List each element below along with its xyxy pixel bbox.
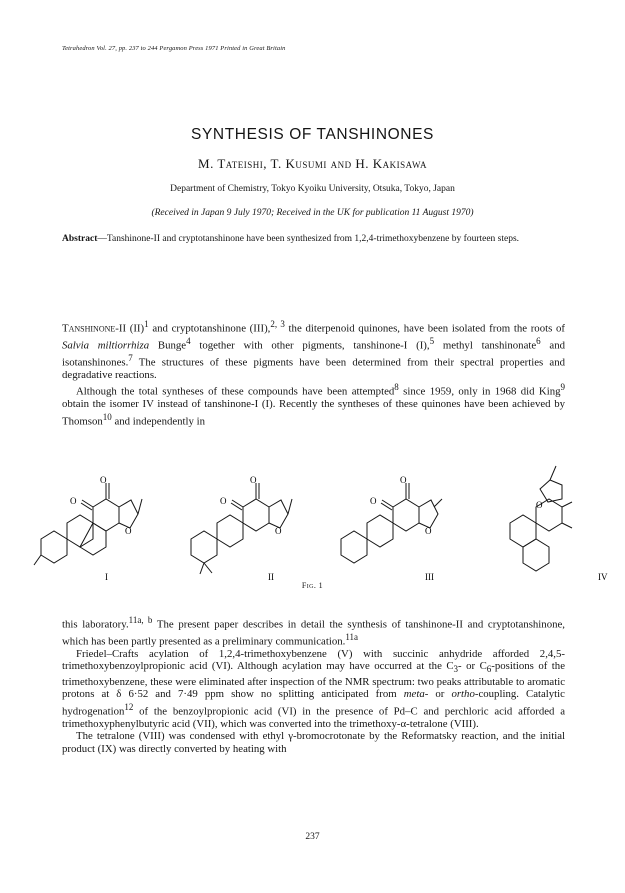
- label-I: I: [105, 572, 108, 582]
- affiliation: Department of Chemistry, Tokyo Kyoiku University, Otsuka, Tokyo, Japan: [170, 184, 455, 194]
- paragraph-1: Tanshinone-II (II)$^1$ and cryptotanshinone (III),$^{2, 3}$ the diterpenoid quinones, have been isolated from the roots of Salvia miltiorrhiza Bunge$^4$ together with other pigments, tanshinone-I (I),$^5$ methyl tanshinonate$^6$ and isotanshinones.$^7$ The structures of these pigments have been determined from their spectral properties and degradative reactions.: [62, 319, 565, 381]
- abstract: [62, 233, 567, 246]
- structure-IV: [510, 466, 608, 582]
- figure-caption: Fig. 1: [301, 581, 324, 590]
- paragraph-5: The tetralone (VIII) was condensed with ethyl γ-bromocrotonate by the Reformatsky reaction, and the initial product (IX) was directly converted by heating with: [62, 730, 565, 755]
- atom-o: O: [125, 526, 132, 536]
- structure-III: [341, 475, 442, 582]
- atom-o: O: [70, 496, 77, 506]
- label-II: II: [268, 572, 274, 582]
- page-number: 237: [305, 832, 320, 842]
- received-dates: (Received in Japan 9 July 1970; Received in the UK for publication 11 August 1970): [151, 208, 474, 218]
- atom-o: O: [536, 500, 543, 510]
- atom-o: O: [275, 526, 282, 536]
- atom-o: O: [100, 475, 107, 485]
- body-text-top: [62, 318, 565, 428]
- chemical-structures-svg: [30, 452, 625, 582]
- authors: M. Tateishi, T. Kusumi and H. Kakisawa: [198, 156, 427, 171]
- body-text-bottom: [62, 614, 565, 755]
- paragraph-2: Although the total syntheses of these compounds have been attempted$^8$ since 1959, only in 1968 did King$^9$ obtain the isomer IV instead of tanshinone-I (I). Recently the syntheses of these quinones have been achieved by Thomson$^{10}$ and independently in: [62, 382, 566, 428]
- atom-o: O: [400, 475, 407, 485]
- atom-o: O: [425, 526, 432, 536]
- paragraph-3: this laboratory.$^{11a, b}$ The present paper describes in detail the synthesis of tanshinone-II and cryptotanshinone, which has been partly presented as a preliminary communication.$^{11a}$: [62, 615, 565, 648]
- abstract-text: —Tanshinone-II and cryptotanshinone have been synthesized from 1,2,4-trimethoxybenzene by fourteen steps.: [97, 234, 520, 244]
- label-IV: IV: [598, 572, 608, 582]
- atom-o: O: [370, 496, 377, 506]
- paragraph-4: Friedel–Crafts acylation of 1,2,4-trimethoxybenzene (V) with succinic anhydride afforded 2,4,5-trimethoxybenzoylpropionic acid (VI). Although acylation may have occurred at the $C_3-$ or $C_6$-positions of the trimethoxybenzene, these were eliminated after inspection of the NMR spectrum: two peaks attributable to aromatic protons at δ 6·52 and 7·49 ppm show no splitting anticipated from meta- or ortho-coupling. Catalytic hydrogenation$^{12}$ of the benzoylpropionic acid (VI) in the presence of Pd–C and perchloric acid afforded a trimethoxyphenylbutyric acid (VII), which was converted into the trimethoxy-α-tetralone (VIII).: [62, 648, 565, 730]
- structure-II: [191, 475, 292, 582]
- atom-o: O: [250, 475, 257, 485]
- abstract-label: Abstract: [62, 234, 98, 244]
- journal-header: Tetrahedron Vol. 27, pp. 237 to 244 Pergamon Press 1971 Printed in Great Britain: [62, 45, 286, 52]
- label-III: III: [425, 572, 434, 582]
- structure-I: [34, 475, 142, 582]
- paper-title: SYNTHESIS OF TANSHINONES: [191, 126, 434, 143]
- atom-o: O: [220, 496, 227, 506]
